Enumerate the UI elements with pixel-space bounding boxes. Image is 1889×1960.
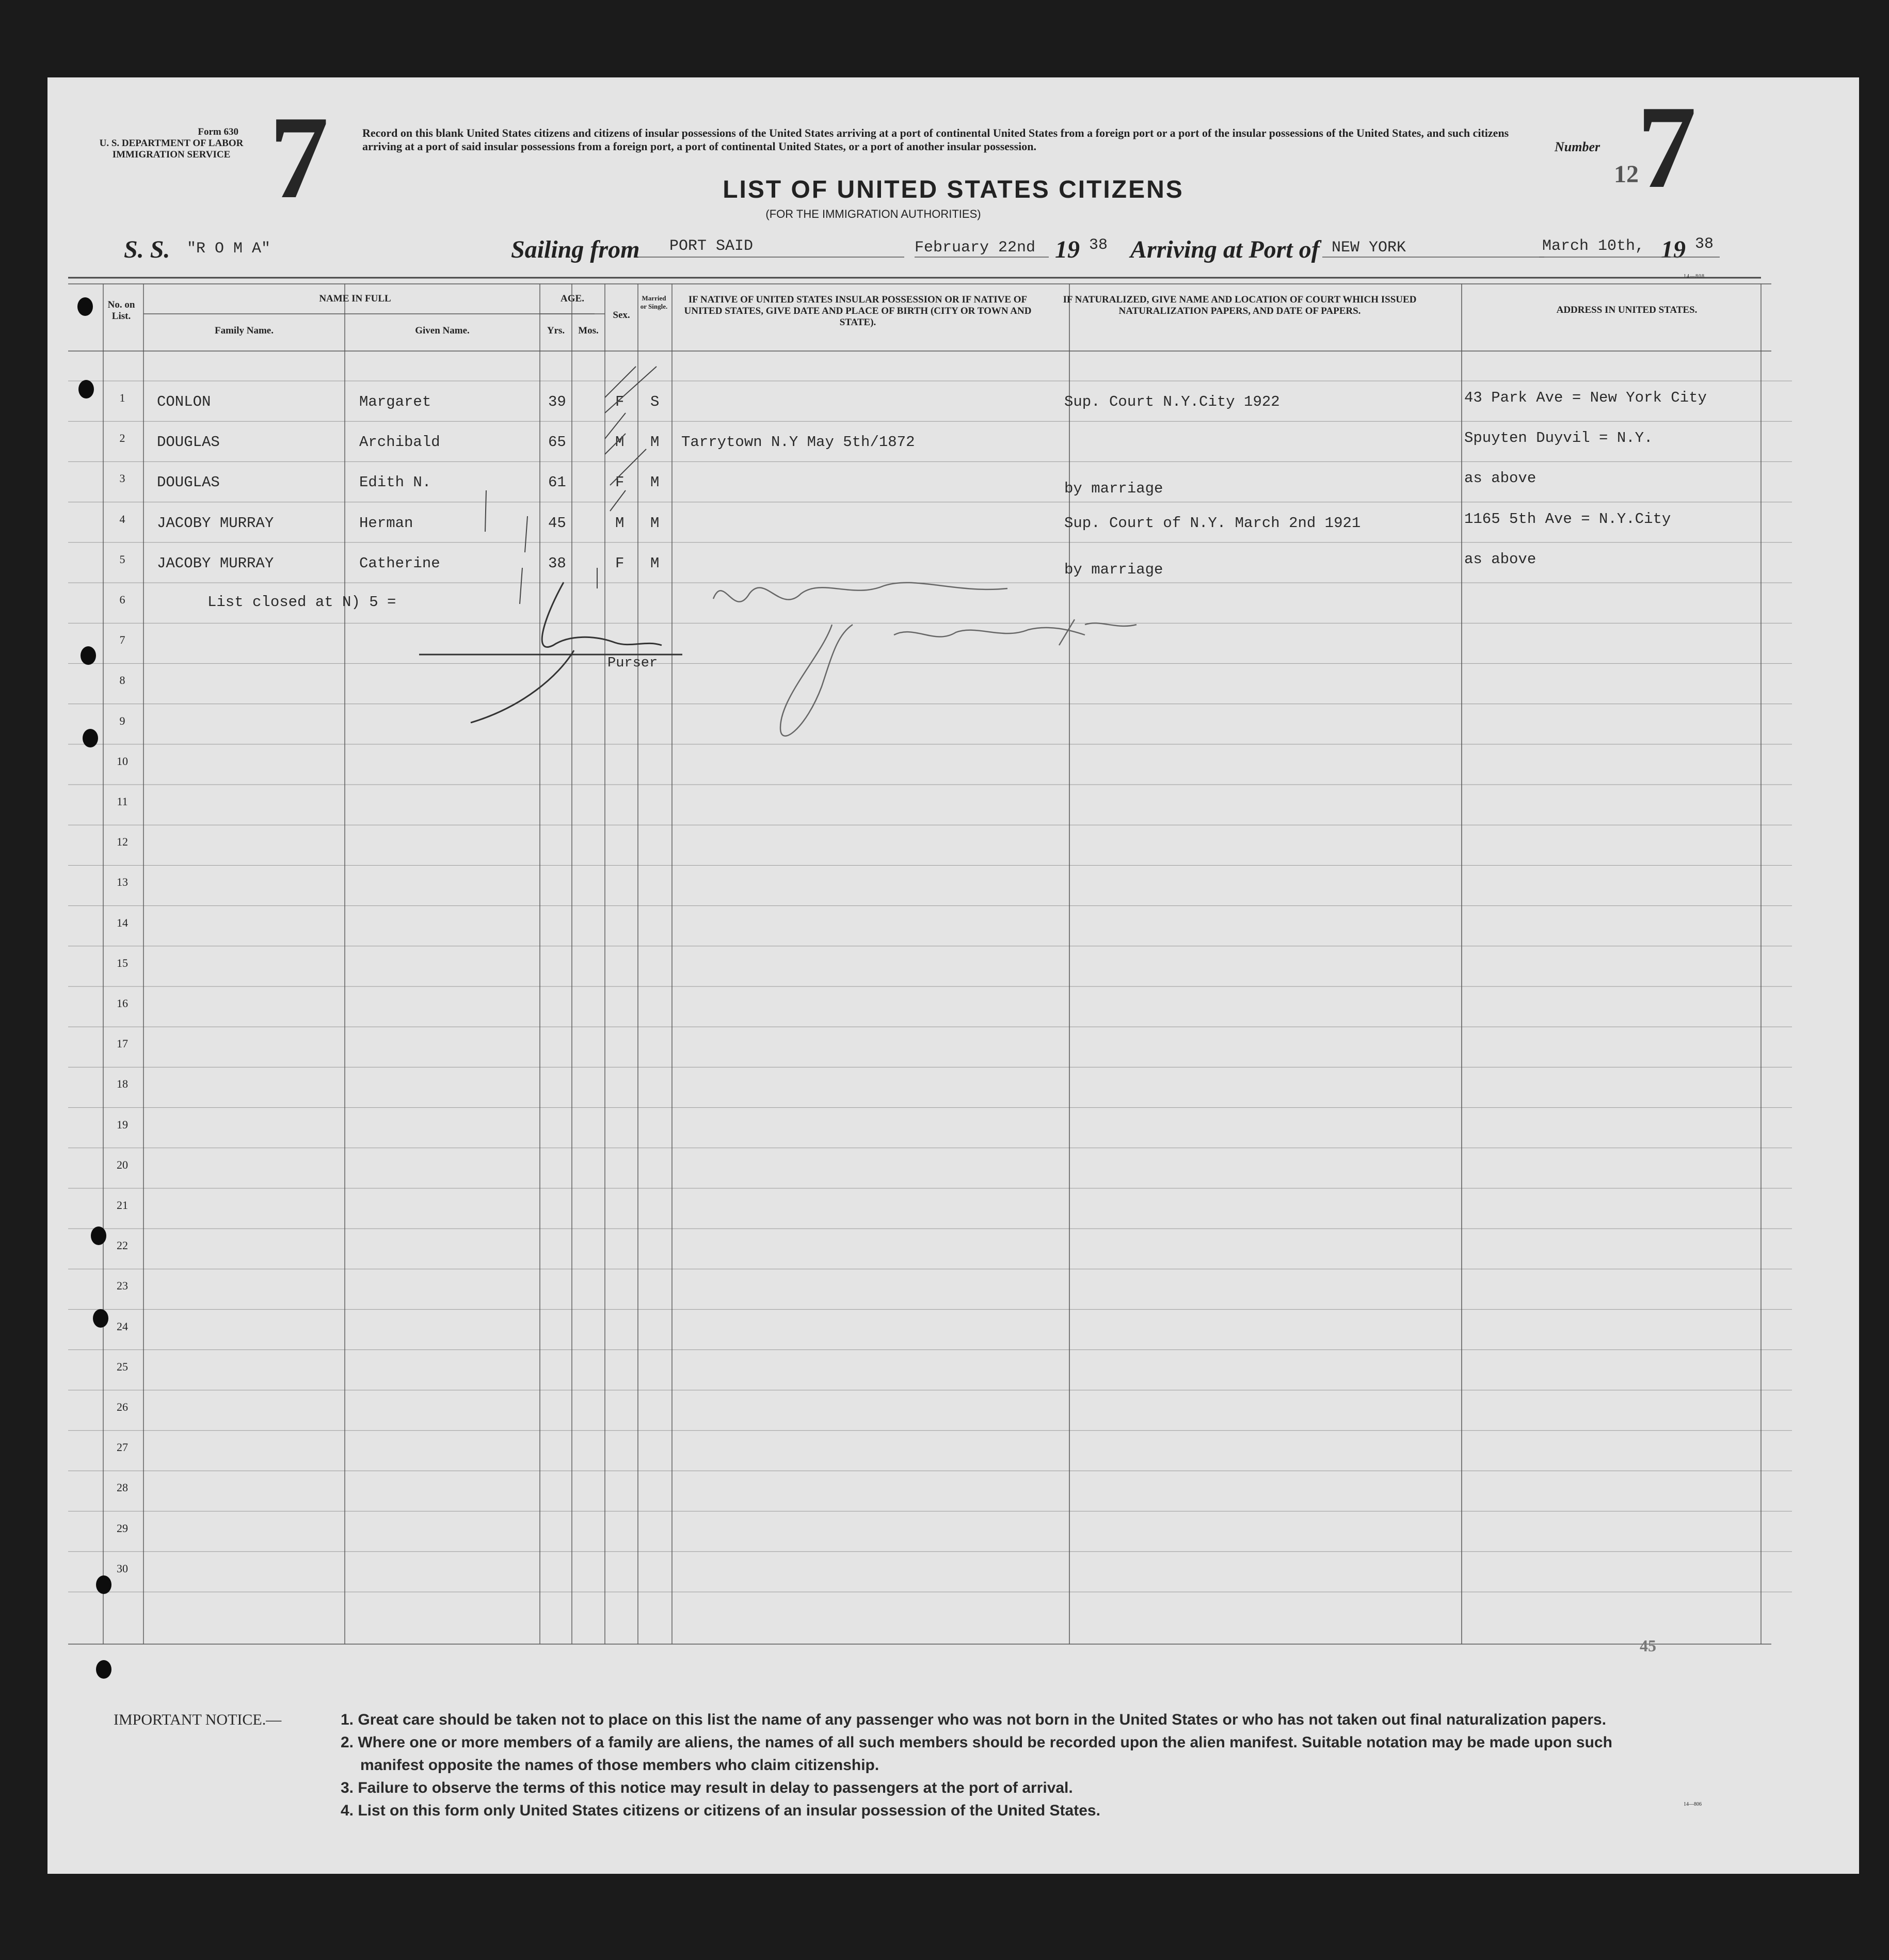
page-title-text: LIST OF UNITED STATES CITIZENS bbox=[723, 176, 1184, 203]
purser-signature bbox=[419, 582, 682, 723]
family-name: DOUGLAS bbox=[157, 474, 220, 491]
notice-heading: IMPORTANT NOTICE.— bbox=[114, 1711, 282, 1728]
tally-marks bbox=[485, 366, 660, 604]
row-number: 10 bbox=[117, 754, 128, 768]
row-number: 7 bbox=[119, 633, 125, 647]
row-number: 25 bbox=[117, 1360, 128, 1373]
row-number: 29 bbox=[117, 1521, 128, 1535]
department: U. S. DEPARTMENT OF LABOR bbox=[99, 138, 244, 149]
sex: F bbox=[615, 393, 625, 410]
row-number: 4 bbox=[119, 512, 125, 525]
naturalization: by marriage bbox=[1064, 480, 1163, 498]
row-number: 16 bbox=[117, 997, 128, 1010]
naturalization: by marriage bbox=[1064, 561, 1163, 578]
punch-hole bbox=[83, 729, 98, 747]
arrival-date: March 10th, bbox=[1542, 237, 1645, 255]
row-number: 1 bbox=[119, 391, 125, 404]
row-number: 3 bbox=[119, 472, 125, 485]
marital-status: S bbox=[650, 393, 660, 410]
us-address: as above bbox=[1464, 550, 1536, 568]
col-no: No. on List. bbox=[107, 299, 135, 322]
row-number: 6 bbox=[119, 593, 125, 606]
list-closed-note: List closed at N) 5 = bbox=[207, 594, 396, 611]
notice-item-2-cont: manifest opposite the names of those members who claim citizenship. bbox=[360, 1757, 879, 1774]
row-number: 21 bbox=[117, 1199, 128, 1212]
row-number: 8 bbox=[119, 674, 125, 687]
row-number: 11 bbox=[117, 795, 128, 808]
us-address: 43 Park Ave = New York City bbox=[1464, 389, 1707, 406]
marital-status: M bbox=[650, 474, 660, 491]
form-number: Form 630 bbox=[198, 126, 238, 137]
age-years: 39 bbox=[548, 393, 566, 410]
us-address: as above bbox=[1464, 470, 1536, 487]
row-number: 12 bbox=[117, 835, 128, 849]
us-address: Spuyten Duyvil = N.Y. bbox=[1464, 429, 1653, 447]
family-name: JACOBY MURRAY bbox=[157, 554, 274, 572]
col-family: Family Name. bbox=[215, 325, 274, 336]
row-number: 15 bbox=[117, 956, 128, 969]
row-number: 14 bbox=[117, 916, 128, 929]
record-instructions: Record on this blank United States citizens and citizens of insular possessions of the United States arriving at a port of continental United States from a foreign port or a port of the insular possessions of the United States, and such citizens arriving at a port of said insular possessions from a foreign port, a port of continental United States, or a port of another insular possession. bbox=[362, 126, 1509, 153]
given-name: Herman bbox=[359, 514, 413, 532]
row-number: 22 bbox=[117, 1239, 128, 1252]
number-big-seven: 7 bbox=[1637, 81, 1696, 213]
notice-item-3: 3. Failure to observe the terms of this notice may result in delay to passengers at the port of arrival. bbox=[341, 1779, 1073, 1796]
age-years: 45 bbox=[548, 514, 566, 532]
row-number: 27 bbox=[117, 1441, 128, 1454]
given-name: Margaret bbox=[359, 393, 431, 410]
birth-place-date: Tarrytown N.Y May 5th/1872 bbox=[681, 434, 915, 451]
punch-hole bbox=[91, 1226, 106, 1245]
sail-date: February 22nd bbox=[915, 239, 1036, 257]
notice-item-4: 4. List on this form only United States citizens or citizens of an insular possession of the United States. bbox=[341, 1802, 1100, 1819]
row-number: 30 bbox=[117, 1561, 128, 1575]
marital-status: M bbox=[650, 514, 660, 532]
given-name: Archibald bbox=[359, 434, 440, 451]
sailing-label: Sailing from bbox=[511, 236, 640, 263]
inspector-signature bbox=[713, 583, 1136, 736]
row-number: 18 bbox=[117, 1077, 128, 1091]
from-port: PORT SAID bbox=[669, 237, 754, 255]
arrival-year: 38 bbox=[1695, 235, 1714, 253]
notice-item-1: 1. Great care should be taken not to place on this list the name of any passenger who was not born in the United States or who has not taken out final naturalization papers. bbox=[341, 1711, 1607, 1728]
row-number: 23 bbox=[117, 1279, 128, 1293]
sex: M bbox=[615, 434, 625, 451]
age-years: 38 bbox=[548, 554, 566, 572]
family-name: CONLON bbox=[157, 393, 211, 410]
purser-label: Purser bbox=[607, 656, 658, 671]
col-name-full: NAME IN FULL bbox=[319, 293, 391, 304]
page-stamp: 45 bbox=[1640, 1636, 1656, 1655]
punch-hole bbox=[96, 1660, 111, 1679]
row-number: 24 bbox=[117, 1319, 128, 1333]
number-stamp: 12 bbox=[1614, 161, 1639, 188]
us-address: 1165 5th Ave = N.Y.City bbox=[1464, 510, 1671, 528]
row-number: 5 bbox=[119, 552, 125, 566]
family-name: DOUGLAS bbox=[157, 434, 220, 451]
row-number: 26 bbox=[117, 1400, 128, 1413]
form-big-seven: 7 bbox=[269, 91, 329, 223]
age-years: 65 bbox=[548, 434, 566, 451]
punch-hole bbox=[77, 297, 93, 316]
col-given: Given Name. bbox=[415, 325, 470, 336]
given-name: Catherine bbox=[359, 554, 440, 572]
col-mos: Mos. bbox=[578, 325, 599, 336]
ss-label: S. S. bbox=[124, 236, 170, 263]
punch-hole bbox=[96, 1575, 111, 1594]
row-number: 19 bbox=[117, 1118, 128, 1131]
number-label: Number bbox=[1555, 139, 1600, 154]
printer-code-bottom: 14—806 bbox=[1684, 1802, 1702, 1807]
service: IMMIGRATION SERVICE bbox=[112, 149, 231, 160]
col-married: Married or Single. bbox=[640, 294, 668, 310]
arrival-year-prefix: 19 bbox=[1661, 236, 1686, 263]
row-number: 9 bbox=[119, 714, 125, 727]
row-number: 13 bbox=[117, 875, 128, 889]
punch-hole bbox=[81, 646, 96, 665]
marital-status: M bbox=[650, 554, 660, 572]
naturalization: Sup. Court of N.Y. March 2nd 1921 bbox=[1064, 514, 1361, 532]
sex: F bbox=[615, 474, 625, 491]
col-address: ADDRESS IN UNITED STATES. bbox=[1556, 305, 1698, 315]
marital-status: M bbox=[650, 434, 660, 451]
important-notice bbox=[114, 1709, 1817, 1822]
printer-code-top: 14—808 bbox=[1684, 274, 1705, 279]
punch-hole bbox=[78, 380, 94, 399]
row-number: 20 bbox=[117, 1158, 128, 1171]
punch-hole bbox=[93, 1309, 108, 1328]
col-naturalized: IF NATURALIZED, GIVE NAME AND LOCATION OF COURT WHICH ISSUED NATURALIZATION PAPERS, AND DATE OF PAPERS. bbox=[1063, 294, 1417, 316]
row-number: 2 bbox=[119, 432, 125, 445]
notice-item-2: 2. Where one or more members of a family are aliens, the names of all such members should be recorded upon the alien manifest. Suitable notation may be made upon such bbox=[341, 1734, 1612, 1751]
col-native: IF NATIVE OF UNITED STATES INSULAR POSSESSION OR IF NATIVE OF UNITED STATES, GIVE DATE AND PLACE OF BIRTH (CITY OR TOWN AND STATE). bbox=[684, 294, 1032, 328]
row-number: 17 bbox=[117, 1037, 128, 1050]
form-sheet bbox=[47, 77, 1859, 1874]
col-age: AGE. bbox=[561, 293, 584, 304]
col-yrs: Yrs. bbox=[547, 325, 565, 336]
sail-year-prefix: 19 bbox=[1055, 236, 1080, 263]
signatures bbox=[47, 77, 1859, 1874]
sail-year: 38 bbox=[1089, 236, 1108, 254]
col-sex: Sex. bbox=[613, 310, 630, 321]
arrival-port: NEW YORK bbox=[1332, 239, 1406, 257]
notice-row-1 bbox=[114, 1709, 1817, 1731]
ship-name: "R O M A" bbox=[187, 240, 271, 258]
arriving-label: Arriving at Port of bbox=[1130, 236, 1320, 263]
naturalization: Sup. Court N.Y.City 1922 bbox=[1064, 393, 1280, 410]
row-number: 28 bbox=[117, 1481, 128, 1494]
given-name: Edith N. bbox=[359, 474, 431, 491]
sex: M bbox=[615, 514, 625, 532]
age-years: 61 bbox=[548, 474, 566, 491]
family-name: JACOBY MURRAY bbox=[157, 514, 274, 532]
sex: F bbox=[615, 554, 625, 572]
page-subtitle: (FOR THE IMMIGRATION AUTHORITIES) bbox=[765, 208, 981, 220]
